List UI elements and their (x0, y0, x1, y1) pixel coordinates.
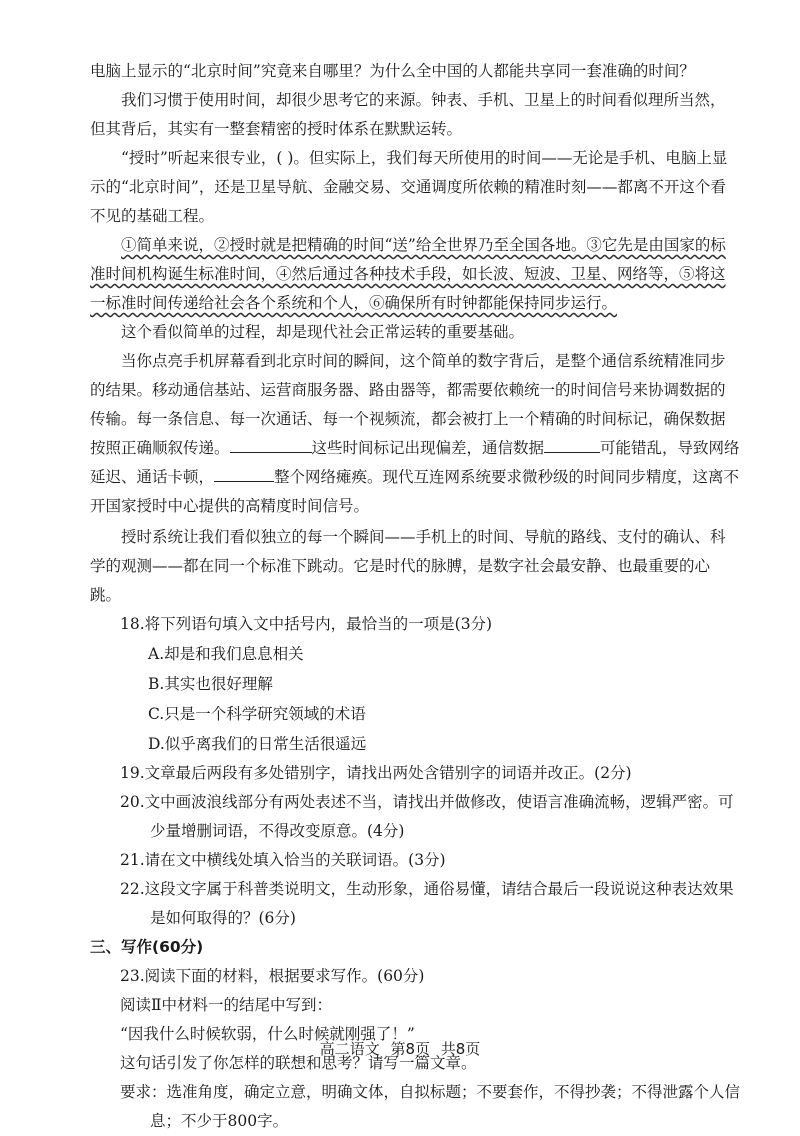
fill-blank-3[interactable] (214, 466, 274, 482)
page-footer: 高二语文 第8页 共8页 (319, 1040, 481, 1058)
passage-text: 当你点亮手机屏幕看到北京时间的瞬间，这个简单的数字背后，是整个通信系统精准同步的结果。移动通信基站、运营商服务器、路由器等，都需要依赖统一的时间信号来协调数据的传输。每一条信息、每一次通话、每一个视频流，都会被打上一个精确的时间标记，确保数据按照正确顺叙传递。 (90, 352, 726, 457)
question-21: 21.请在文中横线处填入恰当的关联词语。(3分) (120, 851, 446, 869)
option-a: A.却是和我们息息相关 (148, 645, 304, 663)
fill-blank-1[interactable] (230, 437, 312, 453)
passage-paragraph-0: 电脑上显示的“北京时间”究竟来自哪里？为什么全中国的人都能共享同一套准确的时间？ (90, 62, 695, 80)
writing-line-3: 这句话引发了你怎样的联想和思考？请写一篇文章。 (120, 1054, 477, 1072)
question-18: 18.将下列语句填入文中括号内，最恰当的一项是(3分) (120, 615, 493, 633)
option-b: B.其实也很好理解 (148, 675, 273, 693)
writing-requirements: 要求：选准角度，确定立意，明确文体，自拟标题；不要套作，不得抄袭；不得泄露个人信息；不少于800字。 (120, 1083, 741, 1130)
passage-paragraph-2: “授时”听起来很专业，( )。但实际上，我们每天所使用的时间——无论是手机、电脑上显示的“北京时间”，还是卫星导航、金融交易、交通调度所依赖的精准时刻——都离不开这个看不见的基础工程。 (90, 149, 728, 225)
passage-paragraph-1: 我们习惯于使用时间，却很少思考它的来源。钟表、手机、卫星上的时间看似理所当然，但其背后，其实有一整套精密的授时体系在默默运转。 (90, 91, 726, 138)
passage-text: 整个网络瘫痪。现代互连网系统要求微秒级的时间同步精度，这离不开国家授时中心提供的高精度时间信号。 (90, 468, 740, 515)
question-20: 20.文中画波浪线部分有两处表述不当，请找出并做修改，使语言准确流畅，逻辑严密。可少量增删词语，不得改变原意。(4分) (120, 793, 734, 840)
passage-paragraph-6: 授时系统让我们看似独立的每一个瞬间——手机上的时间、导航的路线、支付的确认、科学的观测——都在同一个标准下跳动。它是时代的脉膊，是数字社会最安静、也最重要的心跳。 (90, 528, 726, 604)
question-22: 22.这段文字属于科普类说明文，生动形象，通俗易懂，请结合最后一段说说这种表达效果是如何取得的？(6分) (120, 880, 734, 927)
option-c: C.只是一个科学研究领域的术语 (148, 705, 366, 723)
passage-text: 这些时间标记出现偏差，通信数据 (311, 439, 545, 457)
passage-paragraph-4: 这个看似简单的过程，却是现代社会正常运转的重要基础。 (121, 323, 525, 341)
wavy-underlined-text: ①简单来说，②授时就是把精确的时间“送”给全世界乃至全国各地。③它先是由国家的标准时间机构诞生标准时间，④然后通过各种技术手段，如长波、短波、卫星、网络等，⑤将这一标准时间传递给社会各个系统和个人，⑥确保所有时钟都能保持同步运行。 (90, 236, 726, 312)
option-d: D.似乎离我们的日常生活很遥远 (148, 735, 367, 753)
writing-line-2: “因我什么时候软弱，什么时候就刚强了！” (120, 1025, 415, 1043)
writing-line-1: 阅读Ⅱ中材料一的结尾中写到： (120, 996, 333, 1014)
question-19: 19.文章最后两段有多处错别字，请找出两处含错别字的词语并改正。(2分) (120, 764, 632, 782)
question-23: 23.阅读下面的材料，根据要求写作。(60分) (120, 967, 425, 985)
section-heading-writing: 三、写作(60分) (90, 938, 204, 956)
fill-blank-2[interactable] (544, 437, 600, 453)
passage-paragraph-3 (90, 231, 740, 318)
passage-text: 可能错乱，导致网络延迟、通话卡顿， (90, 439, 740, 486)
passage-paragraph-5 (90, 347, 740, 521)
